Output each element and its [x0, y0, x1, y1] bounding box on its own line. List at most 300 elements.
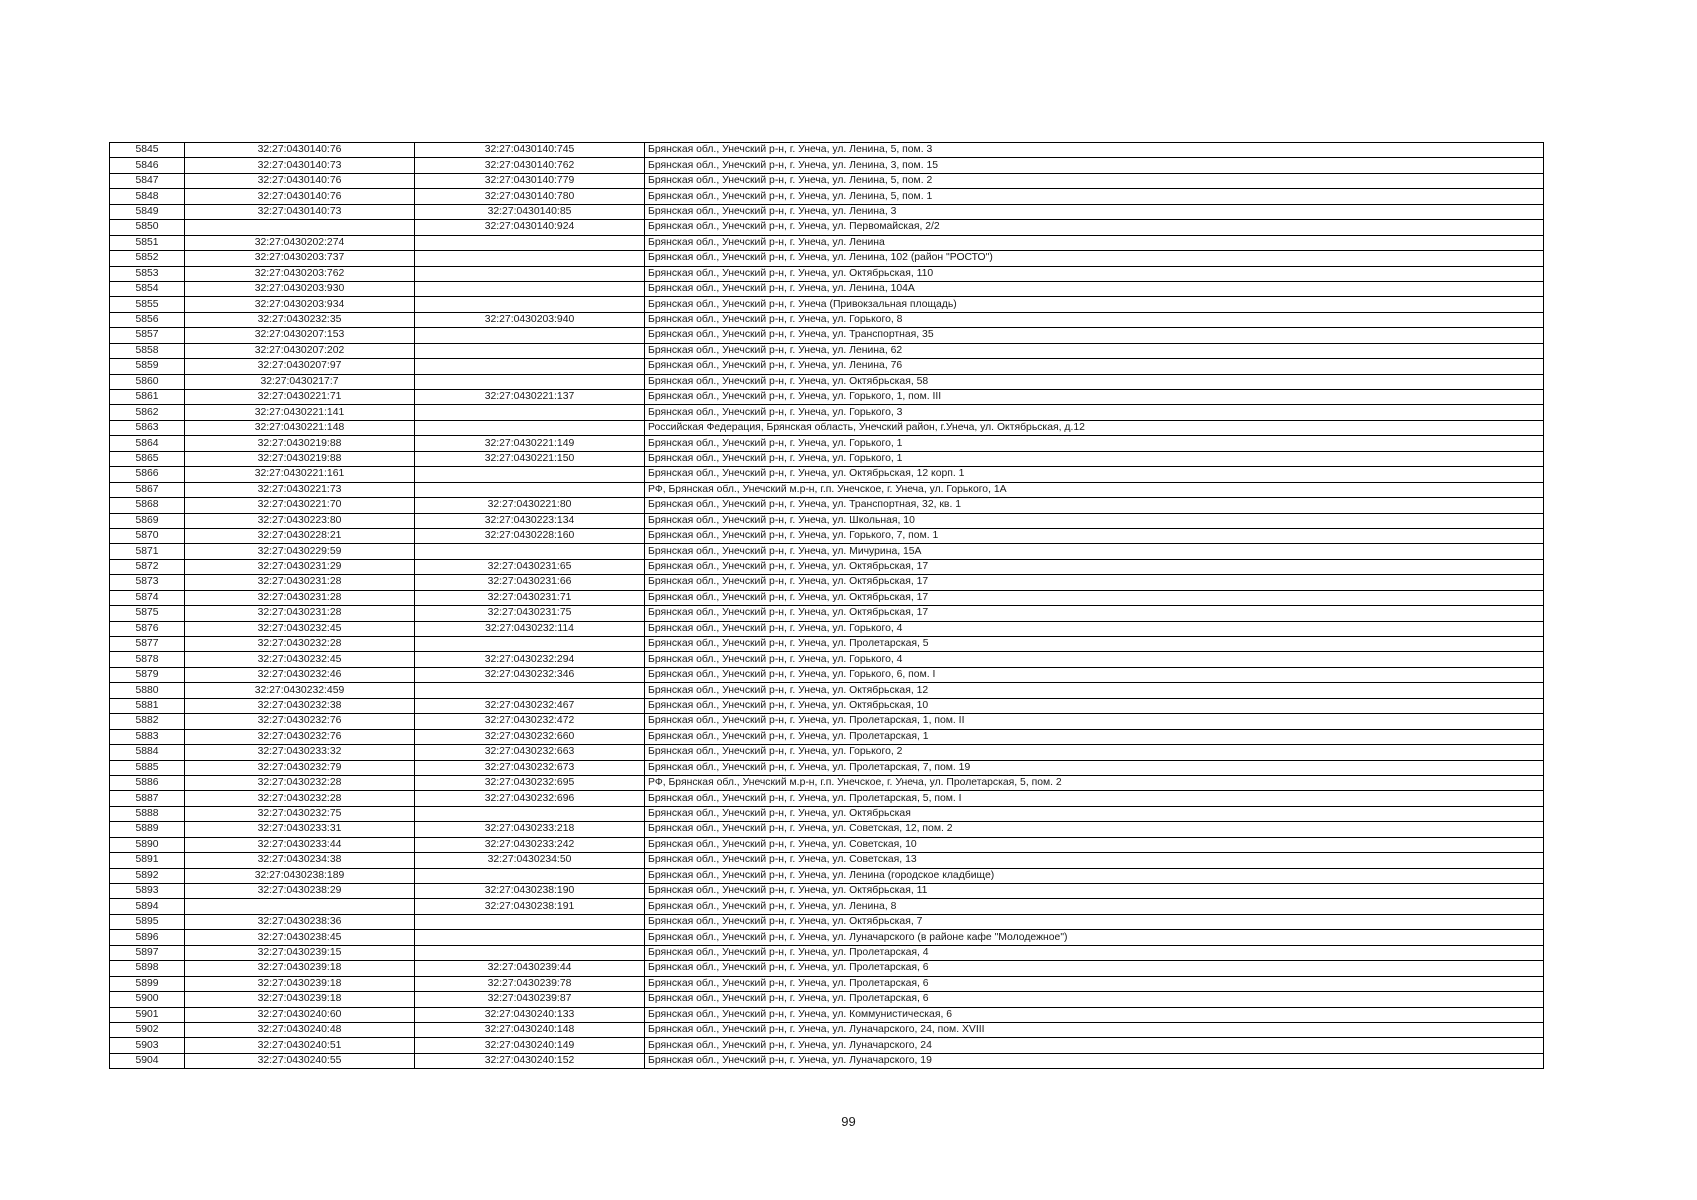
row-number-cell: 5872: [110, 559, 185, 574]
object-number-cell: [415, 806, 645, 821]
row-number-cell: 5877: [110, 637, 185, 652]
row-number-cell: 5883: [110, 729, 185, 744]
row-number-cell: 5898: [110, 961, 185, 976]
land-plot-number-cell: 32:27:0430232:459: [185, 683, 415, 698]
table-row: [110, 806, 1544, 821]
table-row: [110, 760, 1544, 775]
row-number-cell: 5849: [110, 204, 185, 219]
address-cell: Брянская обл., Унечский р-н, г. Унеча, ул. Горького, 8: [645, 312, 1544, 327]
land-plot-number-cell: 32:27:0430240:60: [185, 1007, 415, 1022]
address-cell: Брянская обл., Унечский р-н, г. Унеча, ул. Советская, 12, пом. 2: [645, 822, 1544, 837]
address-cell: Брянская обл., Унечский р-н, г. Унеча, ул. Горького, 3: [645, 405, 1544, 420]
land-plot-number-cell: 32:27:0430231:28: [185, 606, 415, 621]
row-number-cell: 5870: [110, 528, 185, 543]
table-row: [110, 143, 1544, 158]
object-number-cell: 32:27:0430140:924: [415, 220, 645, 235]
object-number-cell: 32:27:0430140:762: [415, 158, 645, 173]
row-number-cell: 5894: [110, 899, 185, 914]
address-cell: Брянская обл., Унечский р-н, г. Унеча, ул. Октябрьская, 17: [645, 590, 1544, 605]
table-row: [110, 652, 1544, 667]
row-number-cell: 5846: [110, 158, 185, 173]
land-plot-number-cell: 32:27:0430231:28: [185, 590, 415, 605]
object-number-cell: [415, 235, 645, 250]
address-cell: Брянская обл., Унечский р-н, г. Унеча, ул. Горького, 4: [645, 652, 1544, 667]
row-number-cell: 5893: [110, 884, 185, 899]
table-row: [110, 220, 1544, 235]
row-number-cell: 5853: [110, 266, 185, 281]
table-row: [110, 467, 1544, 482]
row-number-cell: 5855: [110, 297, 185, 312]
row-number-cell: 5885: [110, 760, 185, 775]
registry-table: [109, 142, 1544, 1069]
table-row: [110, 266, 1544, 281]
land-plot-number-cell: 32:27:0430232:45: [185, 652, 415, 667]
land-plot-number-cell: 32:27:0430140:76: [185, 173, 415, 188]
land-plot-number-cell: 32:27:0430140:76: [185, 189, 415, 204]
row-number-cell: 5847: [110, 173, 185, 188]
row-number-cell: 5901: [110, 1007, 185, 1022]
table-row: [110, 914, 1544, 929]
land-plot-number-cell: 32:27:0430202:274: [185, 235, 415, 250]
land-plot-number-cell: 32:27:0430239:18: [185, 976, 415, 991]
table-row: [110, 559, 1544, 574]
address-cell: Российская Федерация, Брянская область, Унечский район, г.Унеча, ул. Октябрьская, д.12: [645, 420, 1544, 435]
table-row: [110, 498, 1544, 513]
row-number-cell: 5857: [110, 328, 185, 343]
table-row: [110, 621, 1544, 636]
table-row: [110, 976, 1544, 991]
address-cell: Брянская обл., Унечский р-н, г. Унеча, ул. Транспортная, 35: [645, 328, 1544, 343]
row-number-cell: 5850: [110, 220, 185, 235]
address-cell: Брянская обл., Унечский р-н, г. Унеча, ул. Пролетарская, 6: [645, 976, 1544, 991]
table-row: [110, 281, 1544, 296]
land-plot-number-cell: 32:27:0430229:59: [185, 544, 415, 559]
address-cell: Брянская обл., Унечский р-н, г. Унеча, ул. Коммунистическая, 6: [645, 1007, 1544, 1022]
object-number-cell: [415, 683, 645, 698]
address-cell: Брянская обл., Унечский р-н, г. Унеча, ул. Пролетарская, 6: [645, 992, 1544, 1007]
land-plot-number-cell: 32:27:0430239:15: [185, 945, 415, 960]
land-plot-number-cell: 32:27:0430221:71: [185, 390, 415, 405]
address-cell: Брянская обл., Унечский р-н, г. Унеча, ул. Транспортная, 32, кв. 1: [645, 498, 1544, 513]
table-row: [110, 1053, 1544, 1068]
object-number-cell: 32:27:0430140:85: [415, 204, 645, 219]
row-number-cell: 5845: [110, 143, 185, 158]
land-plot-number-cell: 32:27:0430232:46: [185, 667, 415, 682]
table-row: [110, 328, 1544, 343]
object-number-cell: 32:27:0430140:745: [415, 143, 645, 158]
address-cell: Брянская обл., Унечский р-н, г. Унеча, ул. Ленина, 62: [645, 343, 1544, 358]
object-number-cell: 32:27:0430232:660: [415, 729, 645, 744]
table-row: [110, 390, 1544, 405]
table-row: [110, 930, 1544, 945]
row-number-cell: 5887: [110, 791, 185, 806]
land-plot-number-cell: 32:27:0430140:73: [185, 158, 415, 173]
land-plot-number-cell: 32:27:0430240:55: [185, 1053, 415, 1068]
land-plot-number-cell: 32:27:0430207:97: [185, 359, 415, 374]
table-row: [110, 1007, 1544, 1022]
land-plot-number-cell: 32:27:0430238:189: [185, 868, 415, 883]
object-number-cell: [415, 467, 645, 482]
row-number-cell: 5863: [110, 420, 185, 435]
object-number-cell: 32:27:0430231:71: [415, 590, 645, 605]
land-plot-number-cell: 32:27:0430223:80: [185, 513, 415, 528]
table-row: [110, 729, 1544, 744]
address-cell: Брянская обл., Унечский р-н, г. Унеча, ул. Школьная, 10: [645, 513, 1544, 528]
object-number-cell: 32:27:0430232:673: [415, 760, 645, 775]
land-plot-number-cell: 32:27:0430203:737: [185, 251, 415, 266]
table-row: [110, 251, 1544, 266]
object-number-cell: 32:27:0430231:75: [415, 606, 645, 621]
table-row: [110, 791, 1544, 806]
row-number-cell: 5889: [110, 822, 185, 837]
land-plot-number-cell: [185, 899, 415, 914]
land-plot-number-cell: 32:27:0430233:32: [185, 745, 415, 760]
table-row: [110, 637, 1544, 652]
address-cell: Брянская обл., Унечский р-н, г. Унеча, ул. Советская, 13: [645, 853, 1544, 868]
table-row: [110, 945, 1544, 960]
address-cell: Брянская обл., Унечский р-н, г. Унеча, ул. Октябрьская, 12 корп. 1: [645, 467, 1544, 482]
object-number-cell: [415, 914, 645, 929]
object-number-cell: 32:27:0430238:190: [415, 884, 645, 899]
object-number-cell: [415, 482, 645, 497]
table-row: [110, 884, 1544, 899]
row-number-cell: 5882: [110, 714, 185, 729]
row-number-cell: 5899: [110, 976, 185, 991]
table-row: [110, 853, 1544, 868]
address-cell: Брянская обл., Унечский р-н, г. Унеча, ул. Горького, 1: [645, 451, 1544, 466]
table-row: [110, 436, 1544, 451]
row-number-cell: 5868: [110, 498, 185, 513]
row-number-cell: 5865: [110, 451, 185, 466]
table-row: [110, 1022, 1544, 1037]
address-cell: Брянская обл., Унечский р-н, г. Унеча, ул. Октябрьская, 58: [645, 374, 1544, 389]
address-cell: РФ, Брянская обл., Унечский м.р-н, г.п. Унечское, г. Унеча, ул. Горького, 1А: [645, 482, 1544, 497]
row-number-cell: 5859: [110, 359, 185, 374]
object-number-cell: [415, 281, 645, 296]
table-row: [110, 822, 1544, 837]
table-row: [110, 528, 1544, 543]
row-number-cell: 5875: [110, 606, 185, 621]
land-plot-number-cell: 32:27:0430203:934: [185, 297, 415, 312]
object-number-cell: [415, 930, 645, 945]
address-cell: Брянская обл., Унечский р-н, г. Унеча, ул. Ленина, 8: [645, 899, 1544, 914]
land-plot-number-cell: 32:27:0430232:28: [185, 637, 415, 652]
address-cell: Брянская обл., Унечский р-н, г. Унеча, ул. Октябрьская, 12: [645, 683, 1544, 698]
object-number-cell: [415, 359, 645, 374]
address-cell: Брянская обл., Унечский р-н, г. Унеча, ул. Пролетарская, 5, пом. I: [645, 791, 1544, 806]
object-number-cell: 32:27:0430231:66: [415, 575, 645, 590]
table-row: [110, 374, 1544, 389]
address-cell: Брянская обл., Унечский р-н, г. Унеча, ул. Первомайская, 2/2: [645, 220, 1544, 235]
land-plot-number-cell: 32:27:0430238:29: [185, 884, 415, 899]
object-number-cell: 32:27:0430231:65: [415, 559, 645, 574]
land-plot-number-cell: 32:27:0430232:76: [185, 714, 415, 729]
table-row: [110, 204, 1544, 219]
row-number-cell: 5861: [110, 390, 185, 405]
address-cell: Брянская обл., Унечский р-н, г. Унеча, ул. Ленина: [645, 235, 1544, 250]
object-number-cell: 32:27:0430240:133: [415, 1007, 645, 1022]
object-number-cell: 32:27:0430240:148: [415, 1022, 645, 1037]
address-cell: Брянская обл., Унечский р-н, г. Унеча, ул. Ленина (городское кладбище): [645, 868, 1544, 883]
address-cell: Брянская обл., Унечский р-н, г. Унеча, ул. Луначарского, 19: [645, 1053, 1544, 1068]
object-number-cell: [415, 868, 645, 883]
address-cell: Брянская обл., Унечский р-н, г. Унеча, ул. Ленина, 104А: [645, 281, 1544, 296]
land-plot-number-cell: 32:27:0430232:28: [185, 775, 415, 790]
address-cell: Брянская обл., Унечский р-н, г. Унеча, ул. Октябрьская, 110: [645, 266, 1544, 281]
object-number-cell: [415, 420, 645, 435]
table-row: [110, 606, 1544, 621]
table-row: [110, 158, 1544, 173]
address-cell: Брянская обл., Унечский р-н, г. Унеча, ул. Ленина, 5, пом. 1: [645, 189, 1544, 204]
address-cell: Брянская обл., Унечский р-н, г. Унеча, ул. Мичурина, 15А: [645, 544, 1544, 559]
address-cell: Брянская обл., Унечский р-н, г. Унеча, ул. Луначарского, 24: [645, 1038, 1544, 1053]
row-number-cell: 5876: [110, 621, 185, 636]
object-number-cell: 32:27:0430232:695: [415, 775, 645, 790]
object-number-cell: 32:27:0430221:137: [415, 390, 645, 405]
address-cell: Брянская обл., Унечский р-н, г. Унеча, ул. Ленина, 76: [645, 359, 1544, 374]
table-row: [110, 405, 1544, 420]
land-plot-number-cell: 32:27:0430233:44: [185, 837, 415, 852]
land-plot-number-cell: 32:27:0430232:45: [185, 621, 415, 636]
table-row: [110, 451, 1544, 466]
address-cell: Брянская обл., Унечский р-н, г. Унеча, ул. Ленина, 102 (район "РОСТО"): [645, 251, 1544, 266]
address-cell: Брянская обл., Унечский р-н, г. Унеча, ул. Пролетарская, 5: [645, 637, 1544, 652]
table-row: [110, 590, 1544, 605]
object-number-cell: [415, 637, 645, 652]
object-number-cell: 32:27:0430203:940: [415, 312, 645, 327]
object-number-cell: [415, 945, 645, 960]
row-number-cell: 5854: [110, 281, 185, 296]
table-row: [110, 899, 1544, 914]
row-number-cell: 5891: [110, 853, 185, 868]
object-number-cell: 32:27:0430239:78: [415, 976, 645, 991]
land-plot-number-cell: 32:27:0430232:38: [185, 698, 415, 713]
row-number-cell: 5874: [110, 590, 185, 605]
address-cell: Брянская обл., Унечский р-н, г. Унеча, ул. Пролетарская, 6: [645, 961, 1544, 976]
page-number: 99: [841, 1114, 856, 1129]
table-row: [110, 992, 1544, 1007]
land-plot-number-cell: 32:27:0430203:762: [185, 266, 415, 281]
address-cell: Брянская обл., Унечский р-н, г. Унеча, ул. Ленина, 3: [645, 204, 1544, 219]
land-plot-number-cell: 32:27:0430219:88: [185, 436, 415, 451]
land-plot-number-cell: 32:27:0430219:88: [185, 451, 415, 466]
row-number-cell: 5900: [110, 992, 185, 1007]
table-row: [110, 837, 1544, 852]
address-cell: Брянская обл., Унечский р-н, г. Унеча, ул. Луначарского, 24, пом. XVIII: [645, 1022, 1544, 1037]
object-number-cell: 32:27:0430232:467: [415, 698, 645, 713]
land-plot-number-cell: 32:27:0430240:51: [185, 1038, 415, 1053]
table-row: [110, 420, 1544, 435]
row-number-cell: 5895: [110, 914, 185, 929]
row-number-cell: 5864: [110, 436, 185, 451]
table-row: [110, 359, 1544, 374]
table-row: [110, 1038, 1544, 1053]
table-row: [110, 961, 1544, 976]
row-number-cell: 5881: [110, 698, 185, 713]
row-number-cell: 5879: [110, 667, 185, 682]
land-plot-number-cell: 32:27:0430233:31: [185, 822, 415, 837]
row-number-cell: 5890: [110, 837, 185, 852]
object-number-cell: 32:27:0430223:134: [415, 513, 645, 528]
object-number-cell: [415, 328, 645, 343]
address-cell: Брянская обл., Унечский р-н, г. Унеча, ул. Октябрьская, 17: [645, 606, 1544, 621]
land-plot-number-cell: 32:27:0430232:75: [185, 806, 415, 821]
object-number-cell: 32:27:0430221:149: [415, 436, 645, 451]
object-number-cell: 32:27:0430234:50: [415, 853, 645, 868]
row-number-cell: 5856: [110, 312, 185, 327]
object-number-cell: 32:27:0430239:87: [415, 992, 645, 1007]
land-plot-number-cell: 32:27:0430232:76: [185, 729, 415, 744]
row-number-cell: 5852: [110, 251, 185, 266]
address-cell: Брянская обл., Унечский р-н, г. Унеча, ул. Ленина, 5, пом. 2: [645, 173, 1544, 188]
row-number-cell: 5884: [110, 745, 185, 760]
object-number-cell: 32:27:0430233:218: [415, 822, 645, 837]
address-cell: Брянская обл., Унечский р-н, г. Унеча (Привокзальная площадь): [645, 297, 1544, 312]
table-row: [110, 698, 1544, 713]
table-row: [110, 297, 1544, 312]
table-row: [110, 667, 1544, 682]
land-plot-number-cell: 32:27:0430239:18: [185, 961, 415, 976]
row-number-cell: 5902: [110, 1022, 185, 1037]
row-number-cell: 5848: [110, 189, 185, 204]
address-cell: Брянская обл., Унечский р-н, г. Унеча, ул. Октябрьская, 17: [645, 575, 1544, 590]
table-row: [110, 683, 1544, 698]
row-number-cell: 5858: [110, 343, 185, 358]
object-number-cell: 32:27:0430240:152: [415, 1053, 645, 1068]
object-number-cell: 32:27:0430232:114: [415, 621, 645, 636]
land-plot-number-cell: 32:27:0430140:73: [185, 204, 415, 219]
object-number-cell: 32:27:0430232:346: [415, 667, 645, 682]
address-cell: Брянская обл., Унечский р-н, г. Унеча, ул. Горького, 6, пом. I: [645, 667, 1544, 682]
address-cell: Брянская обл., Унечский р-н, г. Унеча, ул. Пролетарская, 7, пом. 19: [645, 760, 1544, 775]
table-row: [110, 714, 1544, 729]
land-plot-number-cell: 32:27:0430221:161: [185, 467, 415, 482]
land-plot-number-cell: 32:27:0430234:38: [185, 853, 415, 868]
object-number-cell: [415, 251, 645, 266]
address-cell: Брянская обл., Унечский р-н, г. Унеча, ул. Горького, 4: [645, 621, 1544, 636]
row-number-cell: 5897: [110, 945, 185, 960]
row-number-cell: 5886: [110, 775, 185, 790]
address-cell: Брянская обл., Унечский р-н, г. Унеча, ул. Горького, 7, пом. 1: [645, 528, 1544, 543]
object-number-cell: 32:27:0430140:779: [415, 173, 645, 188]
land-plot-number-cell: 32:27:0430239:18: [185, 992, 415, 1007]
land-plot-number-cell: 32:27:0430240:48: [185, 1022, 415, 1037]
address-cell: РФ, Брянская обл., Унечский м.р-н, г.п. Унечское, г. Унеча, ул. Пролетарская, 5, пом. 2: [645, 775, 1544, 790]
object-number-cell: 32:27:0430140:780: [415, 189, 645, 204]
object-number-cell: 32:27:0430232:472: [415, 714, 645, 729]
object-number-cell: 32:27:0430232:294: [415, 652, 645, 667]
table-row: [110, 173, 1544, 188]
table-row: [110, 745, 1544, 760]
land-plot-number-cell: 32:27:0430238:45: [185, 930, 415, 945]
object-number-cell: [415, 266, 645, 281]
land-plot-number-cell: 32:27:0430221:148: [185, 420, 415, 435]
land-plot-number-cell: 32:27:0430231:28: [185, 575, 415, 590]
land-plot-number-cell: [185, 220, 415, 235]
object-number-cell: [415, 297, 645, 312]
table-row: [110, 513, 1544, 528]
table-row: [110, 312, 1544, 327]
row-number-cell: 5866: [110, 467, 185, 482]
land-plot-number-cell: 32:27:0430217:7: [185, 374, 415, 389]
row-number-cell: 5873: [110, 575, 185, 590]
table-row: [110, 544, 1544, 559]
land-plot-number-cell: 32:27:0430221:70: [185, 498, 415, 513]
row-number-cell: 5860: [110, 374, 185, 389]
address-cell: Брянская обл., Унечский р-н, г. Унеча, ул. Октябрьская, 11: [645, 884, 1544, 899]
object-number-cell: 32:27:0430238:191: [415, 899, 645, 914]
table-row: [110, 775, 1544, 790]
object-number-cell: [415, 343, 645, 358]
object-number-cell: 32:27:0430232:696: [415, 791, 645, 806]
land-plot-number-cell: 32:27:0430221:141: [185, 405, 415, 420]
registry-table-body: [110, 143, 1544, 1069]
table-row: [110, 189, 1544, 204]
address-cell: Брянская обл., Унечский р-н, г. Унеча, ул. Горького, 2: [645, 745, 1544, 760]
row-number-cell: 5869: [110, 513, 185, 528]
table-row: [110, 575, 1544, 590]
object-number-cell: 32:27:0430240:149: [415, 1038, 645, 1053]
row-number-cell: 5896: [110, 930, 185, 945]
object-number-cell: 32:27:0430221:80: [415, 498, 645, 513]
land-plot-number-cell: 32:27:0430228:21: [185, 528, 415, 543]
address-cell: Брянская обл., Унечский р-н, г. Унеча, ул. Луначарского (в районе кафе "Молодежное"): [645, 930, 1544, 945]
row-number-cell: 5888: [110, 806, 185, 821]
address-cell: Брянская обл., Унечский р-н, г. Унеча, ул. Ленина, 3, пом. 15: [645, 158, 1544, 173]
row-number-cell: 5867: [110, 482, 185, 497]
table-row: [110, 343, 1544, 358]
land-plot-number-cell: 32:27:0430207:153: [185, 328, 415, 343]
land-plot-number-cell: 32:27:0430207:202: [185, 343, 415, 358]
table-row: [110, 235, 1544, 250]
address-cell: Брянская обл., Унечский р-н, г. Унеча, ул. Пролетарская, 1, пом. II: [645, 714, 1544, 729]
row-number-cell: 5878: [110, 652, 185, 667]
table-row: [110, 868, 1544, 883]
land-plot-number-cell: 32:27:0430203:930: [185, 281, 415, 296]
object-number-cell: [415, 405, 645, 420]
object-number-cell: [415, 544, 645, 559]
address-cell: Брянская обл., Унечский р-н, г. Унеча, ул. Пролетарская, 4: [645, 945, 1544, 960]
address-cell: Брянская обл., Унечский р-н, г. Унеча, ул. Ленина, 5, пом. 3: [645, 143, 1544, 158]
row-number-cell: 5892: [110, 868, 185, 883]
land-plot-number-cell: 32:27:0430232:28: [185, 791, 415, 806]
address-cell: Брянская обл., Унечский р-н, г. Унеча, ул. Октябрьская, 10: [645, 698, 1544, 713]
address-cell: Брянская обл., Унечский р-н, г. Унеча, ул. Советская, 10: [645, 837, 1544, 852]
row-number-cell: 5903: [110, 1038, 185, 1053]
land-plot-number-cell: 32:27:0430221:73: [185, 482, 415, 497]
address-cell: Брянская обл., Унечский р-н, г. Унеча, ул. Горького, 1: [645, 436, 1544, 451]
land-plot-number-cell: 32:27:0430232:79: [185, 760, 415, 775]
row-number-cell: 5851: [110, 235, 185, 250]
object-number-cell: 32:27:0430221:150: [415, 451, 645, 466]
row-number-cell: 5862: [110, 405, 185, 420]
address-cell: Брянская обл., Унечский р-н, г. Унеча, ул. Пролетарская, 1: [645, 729, 1544, 744]
address-cell: Брянская обл., Унечский р-н, г. Унеча, ул. Октябрьская, 17: [645, 559, 1544, 574]
object-number-cell: 32:27:0430232:663: [415, 745, 645, 760]
land-plot-number-cell: 32:27:0430238:36: [185, 914, 415, 929]
address-cell: Брянская обл., Унечский р-н, г. Унеча, ул. Октябрьская, 7: [645, 914, 1544, 929]
address-cell: Брянская обл., Унечский р-н, г. Унеча, ул. Октябрьская: [645, 806, 1544, 821]
object-number-cell: 32:27:0430233:242: [415, 837, 645, 852]
object-number-cell: [415, 374, 645, 389]
row-number-cell: 5880: [110, 683, 185, 698]
table-row: [110, 482, 1544, 497]
land-plot-number-cell: 32:27:0430140:76: [185, 143, 415, 158]
address-cell: Брянская обл., Унечский р-н, г. Унеча, ул. Горького, 1, пом. III: [645, 390, 1544, 405]
land-plot-number-cell: 32:27:0430231:29: [185, 559, 415, 574]
land-plot-number-cell: 32:27:0430232:35: [185, 312, 415, 327]
row-number-cell: 5904: [110, 1053, 185, 1068]
